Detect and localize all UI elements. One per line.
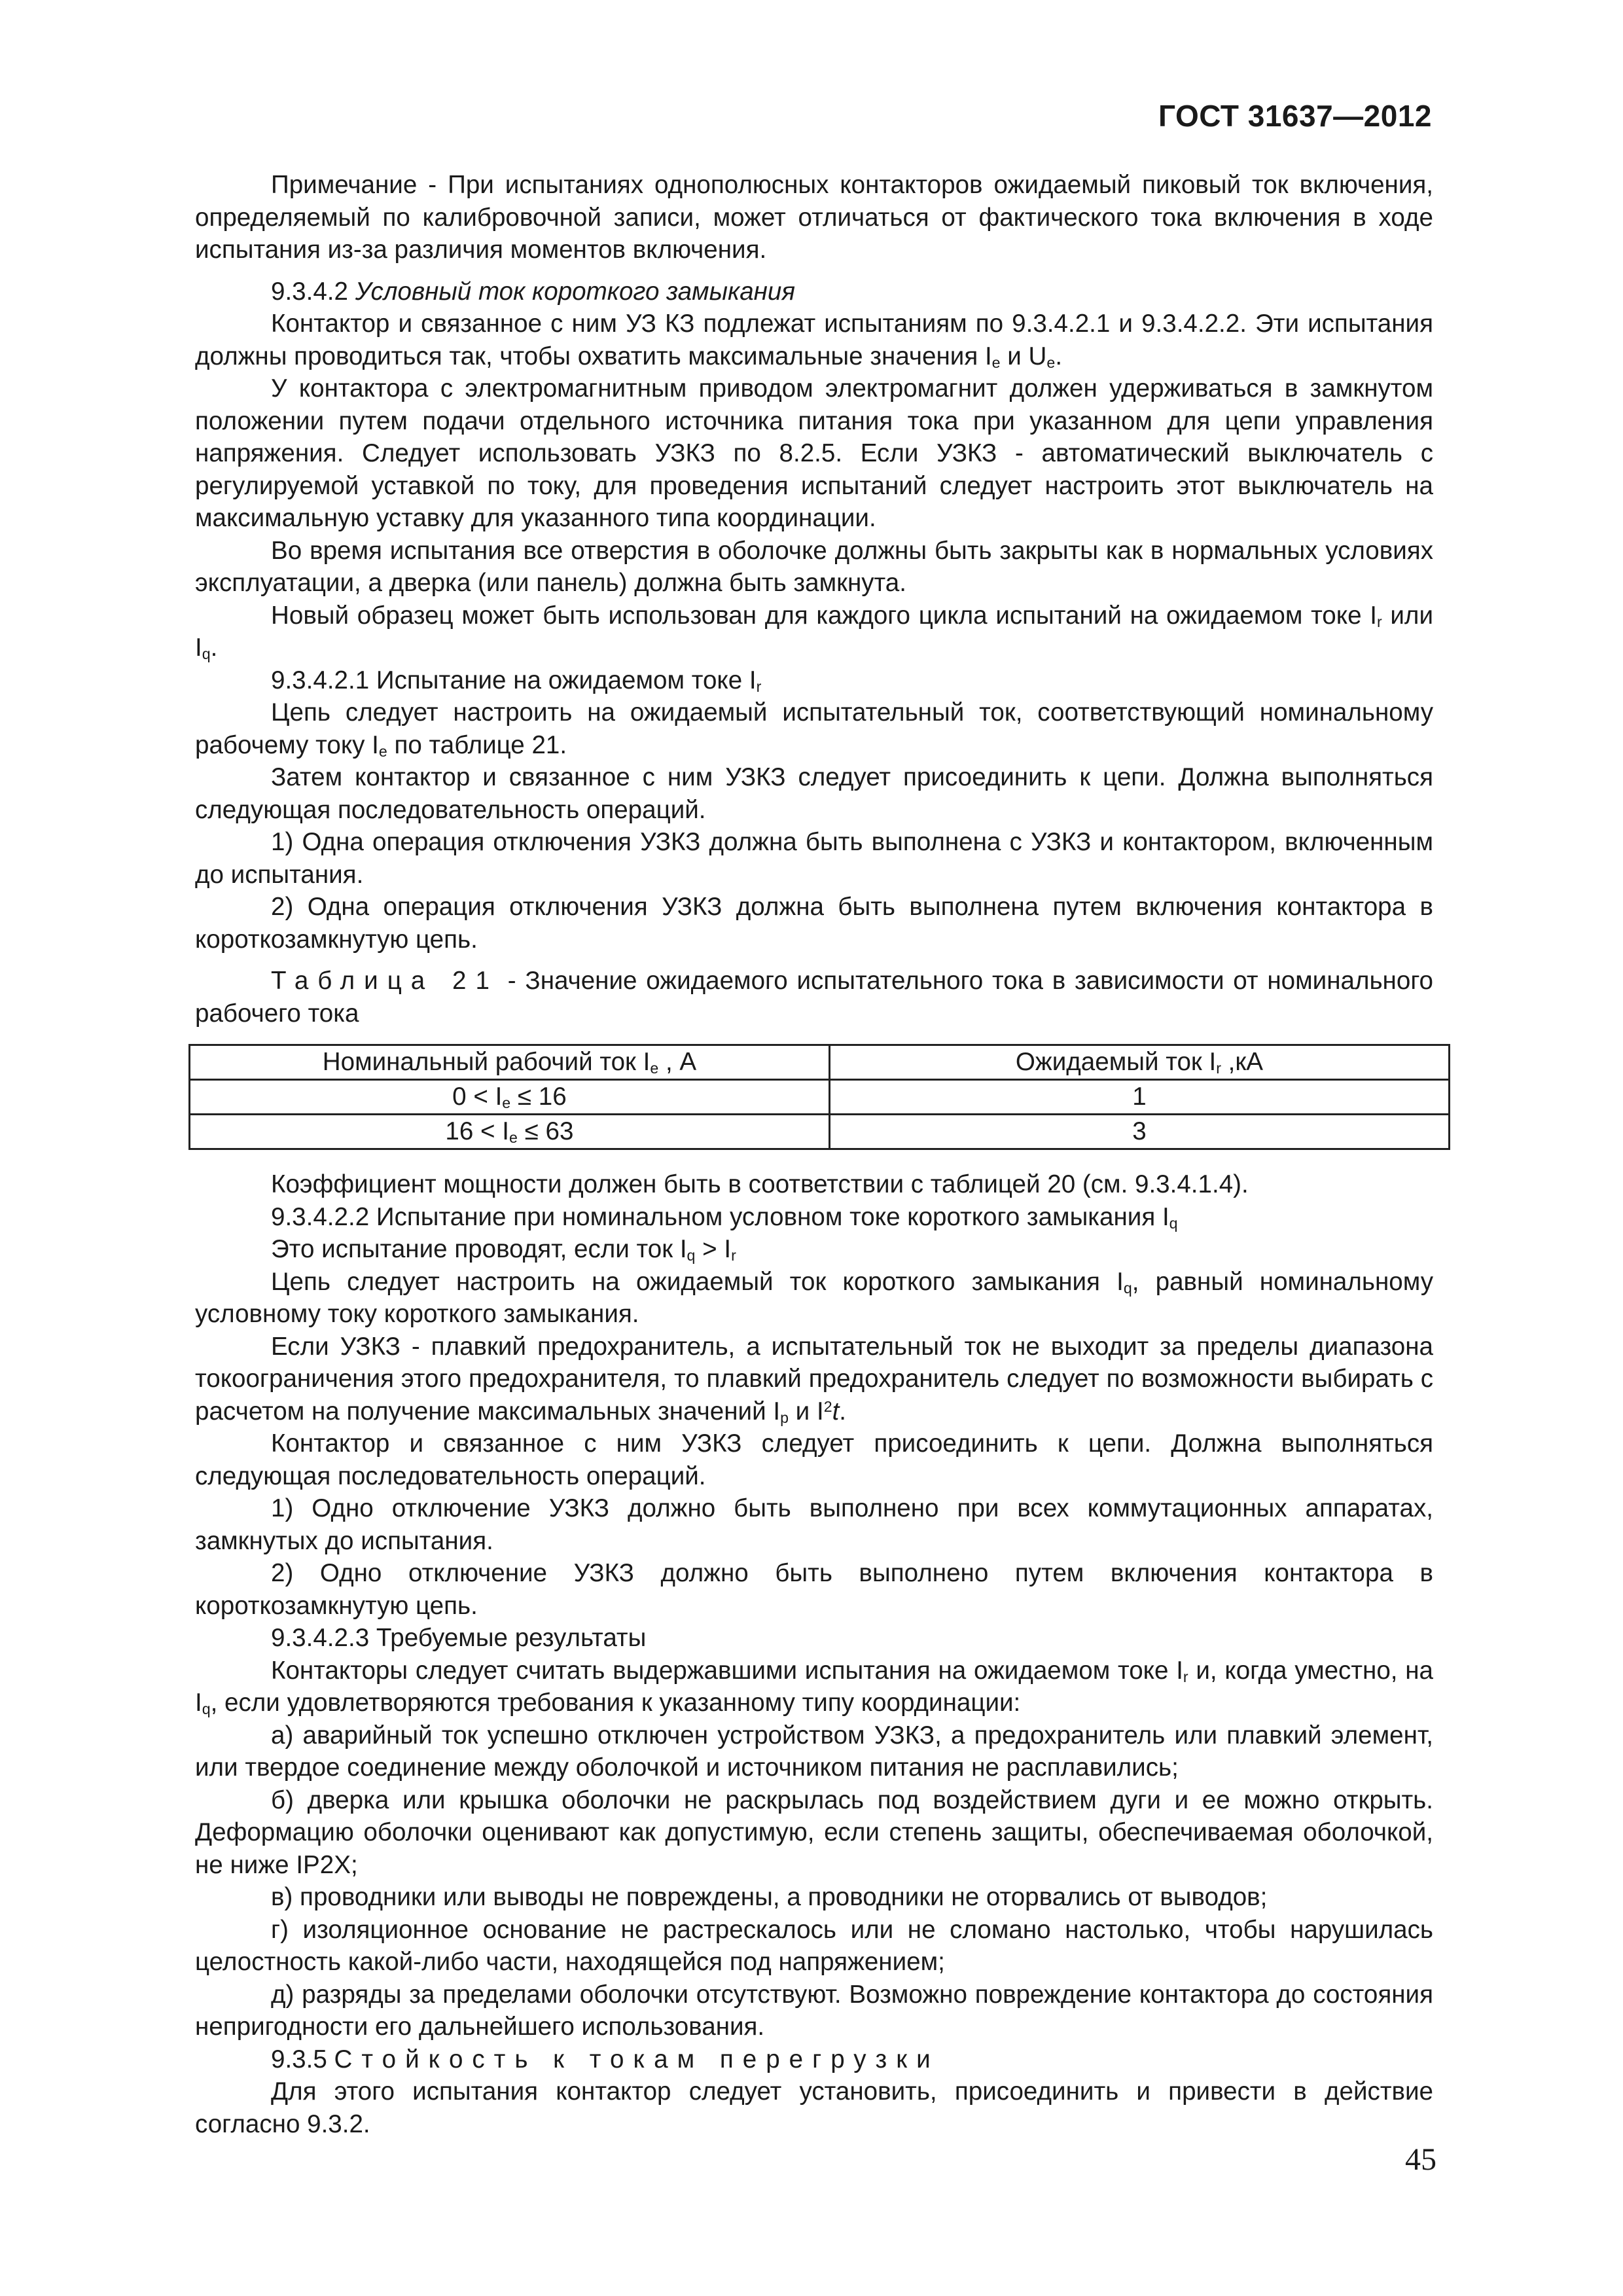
paragraph: У контактора с электромагнитным приводом электромагнит должен удерживаться в замкнутом положении путем подачи отдельного источника питания тока при указанном для цепи управления напряжения. Следует использовать УЗКЗ по 8.2.5. Если УЗКЗ - автоматический выключатель с регулируемой уставкой по току, для проведения испытаний следует настроить этот выключатель на максимальную уставку для указанного типа координации.	[195, 374, 1433, 532]
list-item: г) изоляционное основание не растрескалось или не сломано настолько, чтобы нарушилась целостность какой-либо части, находящейся под напряжением;	[195, 1915, 1433, 1976]
table-cell: 3	[829, 1115, 1449, 1149]
section-935-heading: 9.3.5 Стойкость к токам перегрузки	[271, 2045, 940, 2073]
paragraph: Затем контактор и связанное с ним УЗКЗ следует присоединить к цепи. Должна выполняться следующая последовательность операций.	[195, 763, 1433, 824]
paragraph: Цепь следует настроить на ожидаемый испытательный ток, соответствующий номинальному рабочему току $I_e$ по таблице 21.	[195, 698, 1433, 760]
section-93423-heading: 9.3.4.2.3 Требуемые результаты	[271, 1624, 647, 1652]
list-item: 1) Одна операция отключения УЗКЗ должна быть выполнена с УЗКЗ и контактором, включенным до испытания.	[195, 828, 1433, 889]
paragraph: Коэффициент мощности должен быть в соответствии с таблицей 20 (см. 9.3.4.1.4).	[271, 1170, 1249, 1198]
paragraph: Это испытание проводят, если ток $I_q > I_r$	[271, 1235, 736, 1264]
document-body	[195, 169, 1433, 2140]
section-93422-heading: 9.3.4.2.2 Испытание при номинальном условном токе короткого замыкания $I_q$	[271, 1202, 1178, 1232]
table-header-cell: Номинальный рабочий ток $I_e$ , А	[190, 1045, 830, 1080]
table-header-cell: Ожидаемый ток $I_r$ ,кА	[829, 1045, 1449, 1080]
paragraph: Во время испытания все отверстия в оболочке должны быть закрыты как в нормальных условиях эксплуатации, а дверка (или панель) должна быть замкнута.	[195, 536, 1433, 597]
table-21-caption: Таблица 21 - Значение ожидаемого испытательного тока в зависимости от номинального рабочего тока	[195, 967, 1433, 1028]
section-9342-heading: 9.3.4.2 Условный ток короткого замыкания	[271, 277, 795, 306]
list-item: 1) Одно отключение УЗКЗ должно быть выполнено при всех коммутационных аппаратах, замкнутых до испытания.	[195, 1494, 1433, 1555]
section-935-title: Стойкость к токам перегрузки	[334, 2045, 940, 2073]
table-cell: $0 < I_e \le 16$	[190, 1080, 830, 1115]
document-header: ГОСТ 31637—2012	[1158, 99, 1432, 133]
paragraph: Если УЗКЗ - плавкий предохранитель, а испытательный ток не выходит за пределы диапазона токоограничения этого предохранителя, то плавкий предохранитель следует по возможности выбирать с расчетом на получение максимальных значений $I_p$ и $I^2t$.	[195, 1332, 1433, 1426]
table-row	[190, 1115, 1450, 1149]
list-item: б) дверка или крышка оболочки не раскрылась под воздействием дуги и ее можно открыть. Деформацию оболочки оценивают как допустимую, если степень защиты, обеспечиваемая оболочкой, не ниже IP2X;	[195, 1785, 1433, 1879]
table-row	[190, 1080, 1450, 1115]
paragraph: Цепь следует настроить на ожидаемый ток короткого замыкания $I_q$, равный номинальному условному току короткого замыкания.	[195, 1267, 1433, 1328]
paragraph: Для этого испытания контактор следует установить, присоединить и привести в действие согласно 9.3.2.	[195, 2077, 1433, 2138]
paragraph: Контактор и связанное с ним УЗКЗ следует присоединить к цепи. Должна выполняться следующая последовательность операций.	[195, 1429, 1433, 1490]
list-item: д) разряды за пределами оболочки отсутствуют. Возможно повреждение контактора до состояния непригодности его дальнейшего использования.	[195, 1980, 1433, 2041]
table-21	[188, 1044, 1450, 1150]
paragraph: Контакторы следует считать выдержавшими испытания на ожидаемом токе $I_r$ и, когда уместно, на $I_q$, если удовлетворяются требования к указанному типу координации:	[195, 1656, 1433, 1717]
section-93421-heading: 9.3.4.2.1 Испытание на ожидаемом токе $I_r$	[271, 666, 762, 695]
page-number: 45	[1405, 2142, 1436, 2177]
list-item: 2) Одно отключение УЗКЗ должно быть выполнено путем включения контактора в короткозамкнутую цепь.	[195, 1559, 1433, 1620]
section-9342-title: Условный ток короткого замыкания	[355, 277, 795, 306]
table-header-row	[190, 1045, 1450, 1080]
table-cell: 1	[829, 1080, 1449, 1115]
table-cell: $16 < I_e \le 63$	[190, 1115, 830, 1149]
list-item: в) проводники или выводы не повреждены, а проводники не оторвались от выводов;	[271, 1883, 1268, 1911]
list-item: 2) Одна операция отключения УЗКЗ должна быть выполнена путем включения контактора в короткозамкнутую цепь.	[195, 893, 1433, 954]
paragraph: Новый образец может быть использован для каждого цикла испытаний на ожидаемом токе $I_r$ или $I_q$.	[195, 601, 1433, 662]
list-item: а) аварийный ток успешно отключен устройством УЗКЗ, а предохранитель или плавкий элемент, или твердое соединение между оболочкой и источником питания не расплавились;	[195, 1721, 1433, 1782]
paragraph: Контактор и связанное с ним УЗ КЗ подлежат испытаниям по 9.3.4.2.1 и 9.3.4.2.2. Эти испытания должны проводиться так, чтобы охватить максимальные значения $I_e$ и $U_e$.	[195, 310, 1433, 371]
note-paragraph: Примечание - При испытаниях однополюсных контакторов ожидаемый пиковый ток включения, определяемый по калибровочной записи, может отличаться от фактического тока включения в ходе испытания из-за различия моментов включения.	[195, 171, 1433, 264]
